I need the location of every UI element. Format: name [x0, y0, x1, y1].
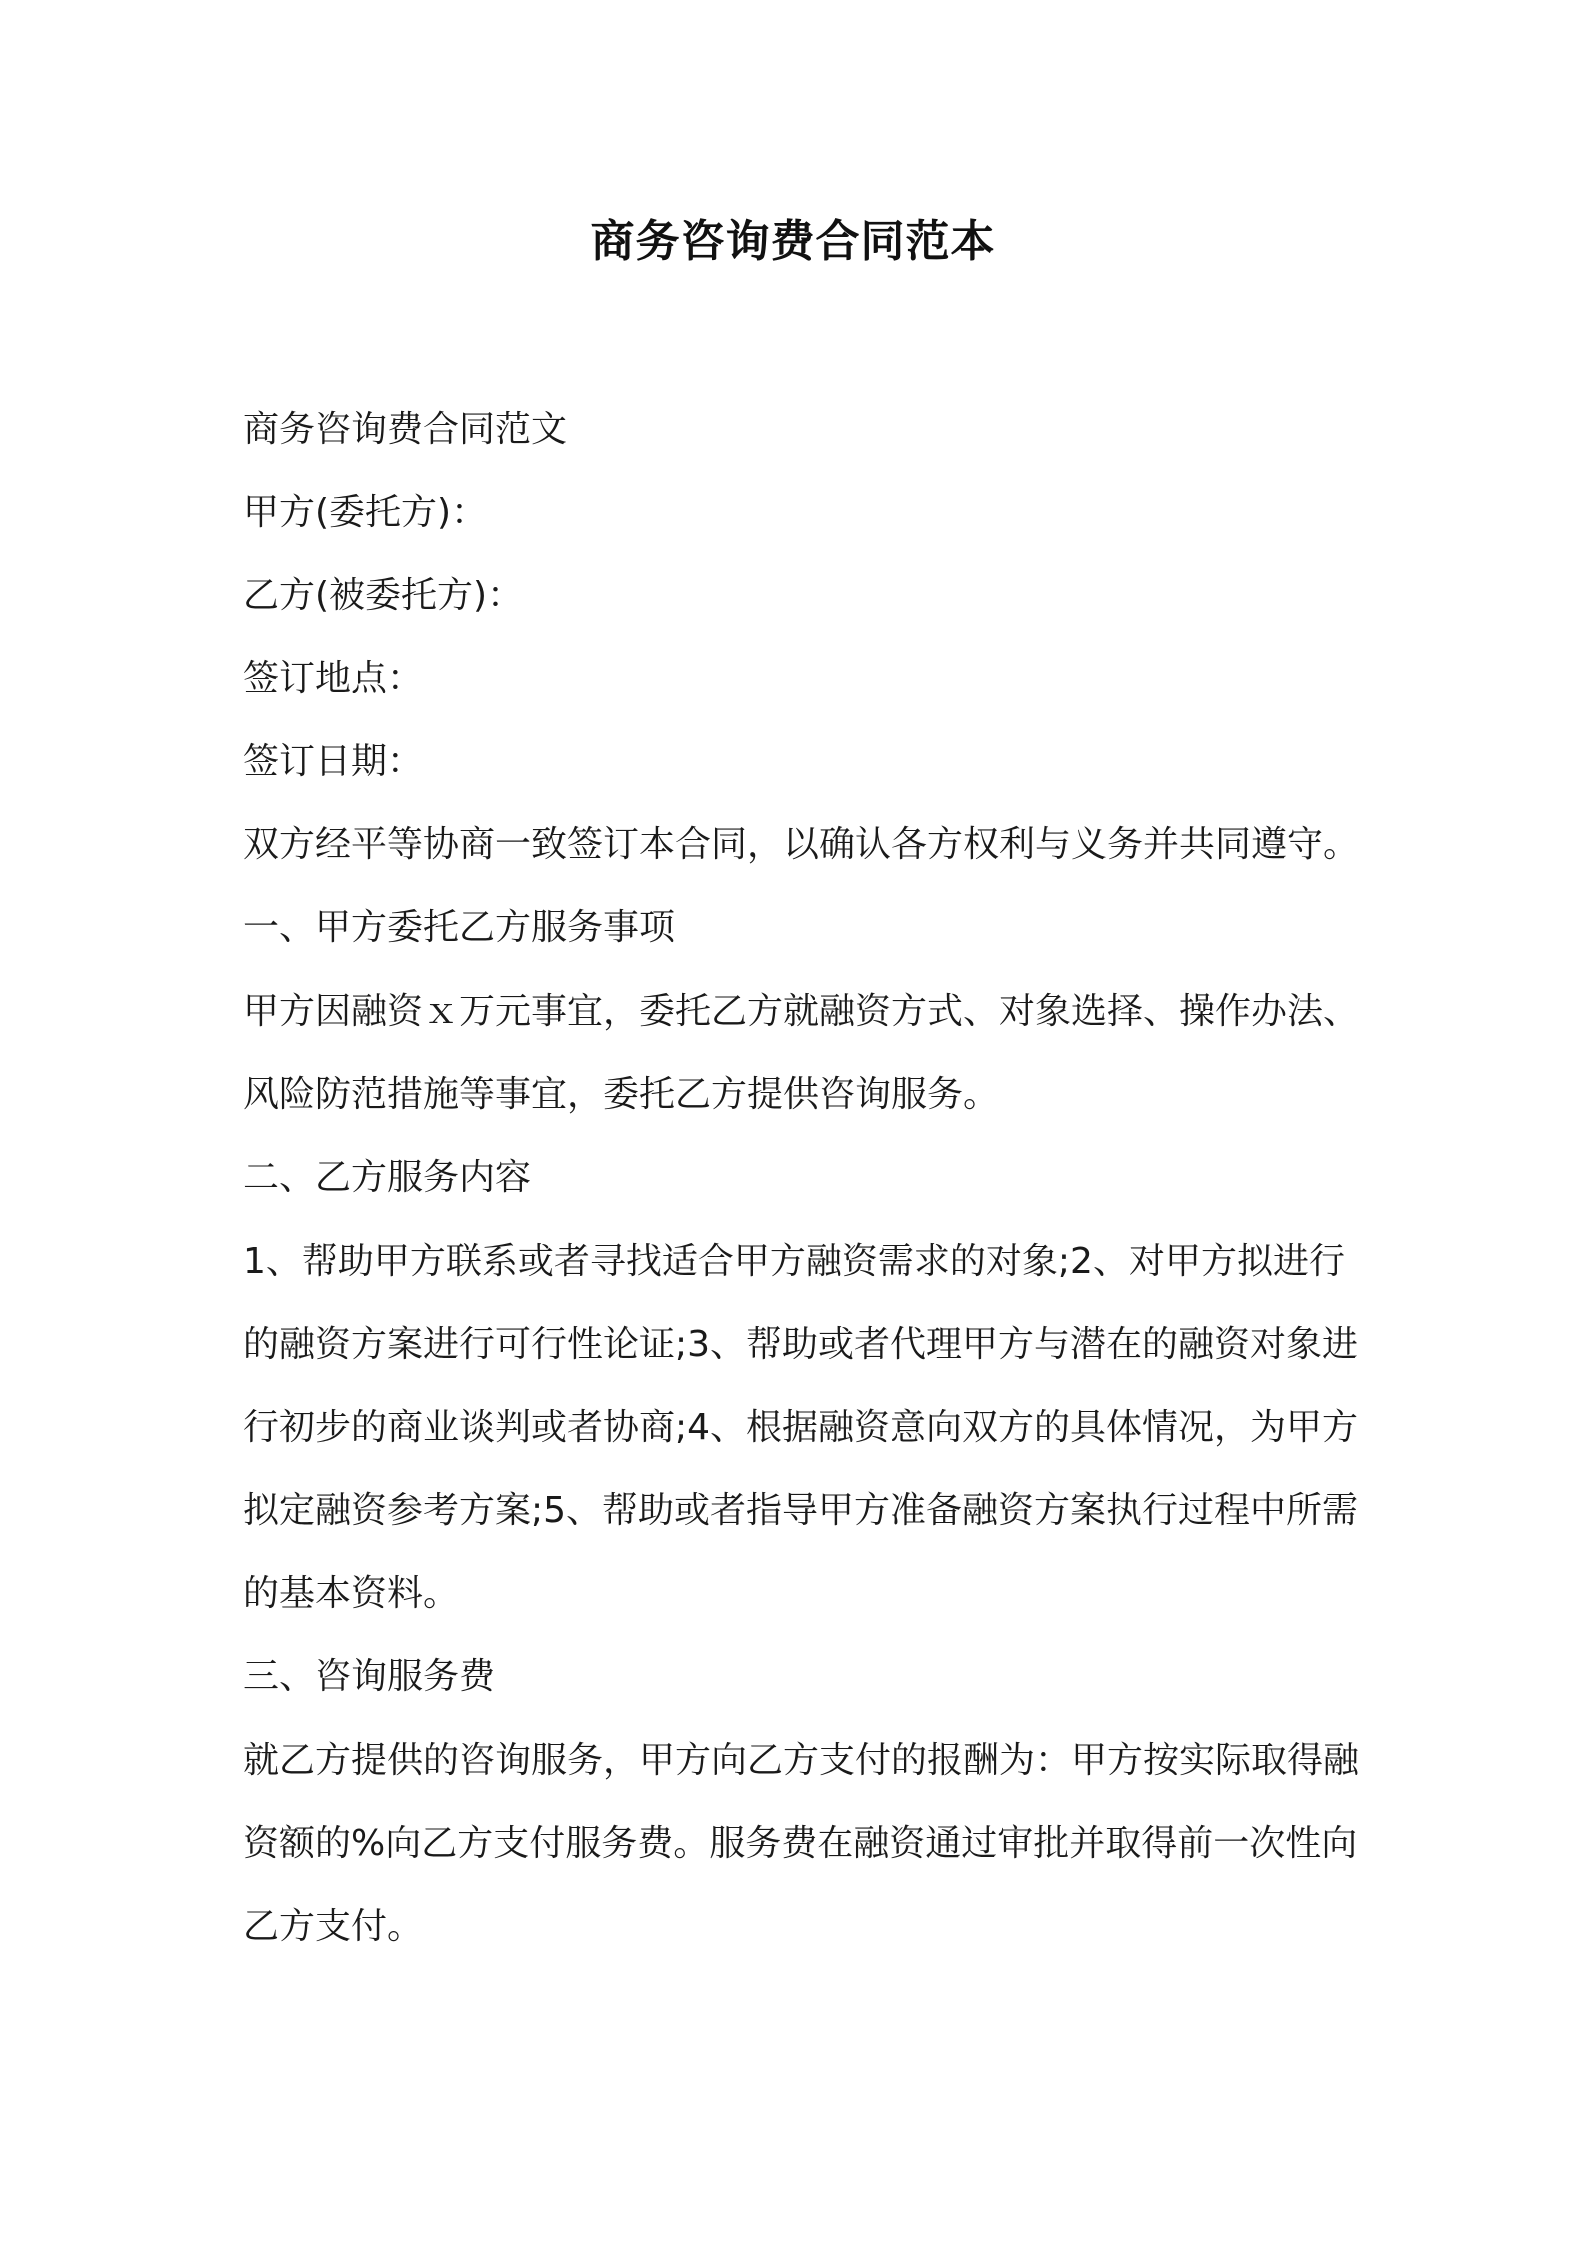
party-b-field: 乙方(被委托方)： [243, 575, 524, 616]
section-3-heading: 三、咨询服务费 [243, 1656, 496, 1697]
preamble-text: 双方经平等协商一致签订本合同，以确认各方权利与义务并共同遵守。 [243, 824, 1360, 865]
document-title: 商务咨询费合同范本 [590, 216, 996, 267]
section-2-body: 1、帮助甲方联系或者寻找适合甲方融资需求的对象;2、对甲方拟进行的融资方案进行可行性论证;3、帮助或者代理甲方与潜在的融资对象进行初步的商业谈判或者协商;4、根据融资意向双方的具体情况，为甲方拟定融资参考方案;5、帮助或者指导甲方准备融资方案执行过程中所需的基本资料。 [243, 1241, 1359, 1614]
document-subtitle: 商务咨询费合同范文 [243, 409, 568, 450]
section-1-heading: 一、甲方委托乙方服务事项 [243, 907, 676, 948]
party-a-field: 甲方(委托方)： [243, 492, 488, 533]
sign-place-field: 签订地点： [243, 658, 424, 699]
sign-date-field: 签订日期： [243, 741, 424, 782]
document-body [243, 405, 1363, 1985]
section-3-body: 就乙方提供的咨询服务，甲方向乙方支付的报酬为：甲方按实际取得融资额的%向乙方支付服务费。服务费在融资通过审批并取得前一次性向乙方支付。 [243, 1740, 1360, 1947]
section-1-body: 甲方因融资ｘ万元事宜，委托乙方就融资方式、对象选择、操作办法、风险防范措施等事宜，委托乙方提供咨询服务。 [243, 991, 1360, 1115]
section-2-heading: 二、乙方服务内容 [243, 1157, 532, 1198]
